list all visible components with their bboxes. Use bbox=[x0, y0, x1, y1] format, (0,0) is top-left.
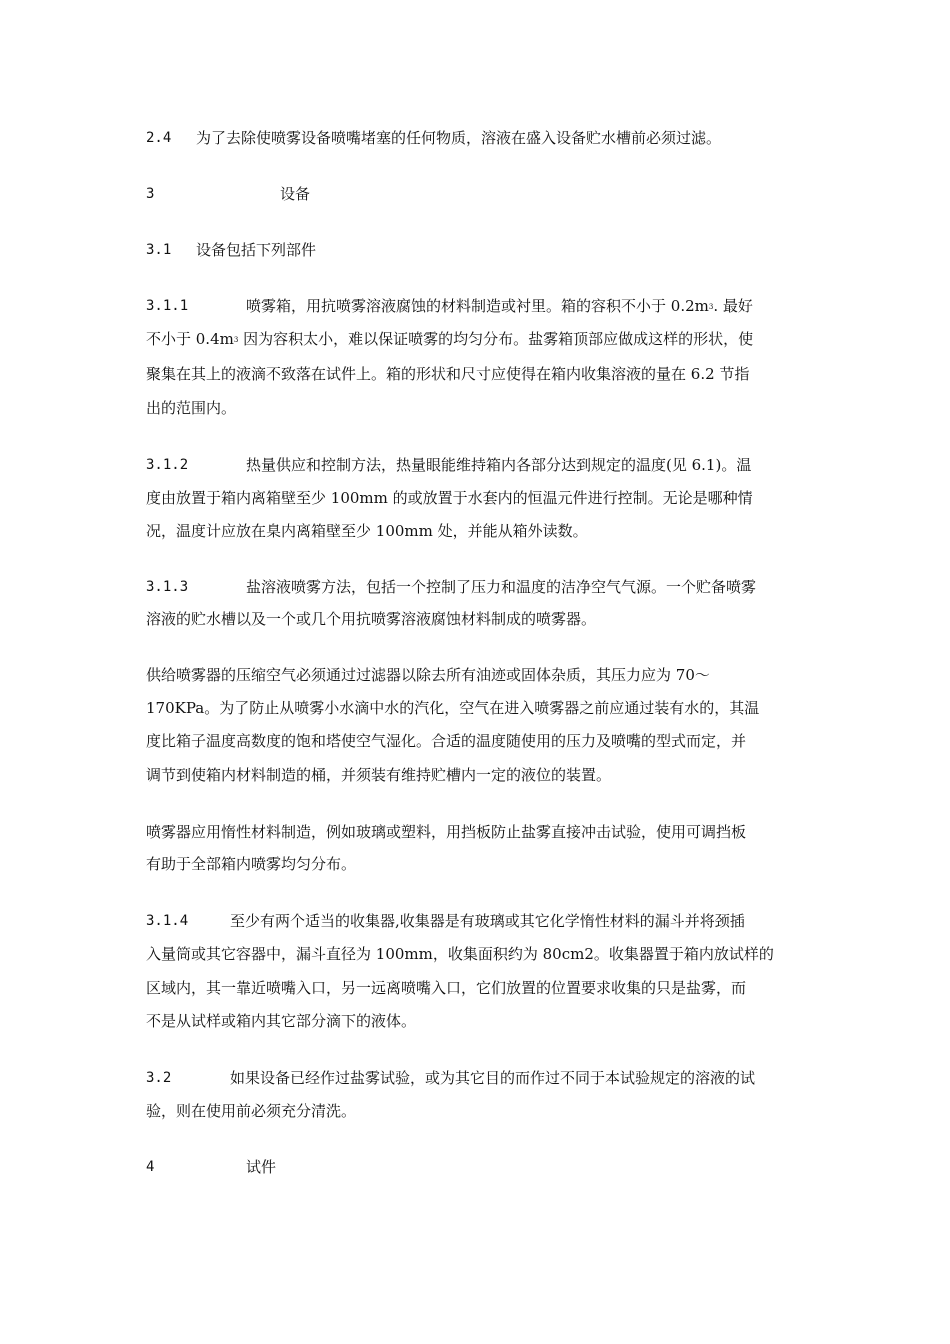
paragraph-line: 入量筒或其它容器中，漏斗直径为 100mm，收集面积约为 80cm2。收集器置于箱内放试样的 bbox=[146, 945, 774, 963]
paragraph-line: 不是从试样或箱内其它部分滴下的液体。 bbox=[146, 1012, 417, 1030]
paragraph-line: 出的范围内。 bbox=[146, 399, 237, 417]
section-number: 3.2 bbox=[146, 1070, 172, 1086]
paragraph-line: 度由放置于箱内离箱壁至少 100mm 的或放置于水套内的恒温元件进行控制。无论是哪种情 bbox=[146, 489, 753, 507]
paragraph-line: 区域内，其一靠近喷嘴入口，另一远离喷嘴入口，它们放置的位置要求收集的只是盐雾，而 bbox=[146, 979, 747, 997]
paragraph-line: 喷雾器应用惰性材料制造，例如玻璃或塑料，用挡板防止盐雾直接冲击试验，使用可调挡板 bbox=[146, 823, 747, 841]
paragraph-line: 不小于 $0.4m^3$ 因为容积太小，难以保证喷雾的均匀分布。盐雾箱顶部应做成这样的形状，使 bbox=[146, 330, 754, 348]
section-title: 试件 bbox=[246, 1158, 277, 1176]
section-text: 设备包括下列部件 bbox=[196, 241, 317, 259]
section-number: 3.1.1 bbox=[146, 298, 189, 314]
section-number: 2.4 bbox=[146, 130, 172, 146]
paragraph-line: 有助于全部箱内喷雾均匀分布。 bbox=[146, 855, 357, 873]
section-number: 4 bbox=[146, 1159, 155, 1175]
section-title: 设备 bbox=[280, 185, 311, 203]
paragraph-line: 至少有两个适当的收集器,收集器是有玻璃或其它化学惰性材料的漏斗并将颈插 bbox=[230, 912, 745, 930]
section-number: 3.1.2 bbox=[146, 457, 189, 473]
section-number: 3.1.3 bbox=[146, 579, 189, 595]
paragraph-line: 喷雾箱，用抗喷雾溶液腐蚀的材料制造或衬里。箱的容积不小于 $0.2m^3$. 最好 bbox=[246, 297, 753, 315]
paragraph-line: 热量供应和控制方法，热量眼能维持箱内各部分达到规定的温度(见 6.1)。温 bbox=[246, 456, 752, 474]
section-number: 3 bbox=[146, 186, 155, 202]
paragraph-line: 盐溶液喷雾方法，包括一个控制了压力和温度的洁净空气气源。一个贮备喷雾 bbox=[246, 578, 757, 596]
paragraph-line: 况，温度计应放在臬内离箱壁至少 100mm 处，并能从箱外读数。 bbox=[146, 522, 588, 540]
section-number: 3.1 bbox=[146, 242, 172, 258]
paragraph-line: 聚集在其上的液滴不致落在试件上。箱的形状和尺寸应使得在箱内收集溶液的量在 6.2 节指 bbox=[146, 365, 750, 383]
paragraph-line: 如果设备已经作过盐雾试验，或为其它目的而作过不同于本试验规定的溶液的试 bbox=[230, 1069, 756, 1087]
paragraph-line: 验，则在使用前必须充分清洗。 bbox=[146, 1102, 357, 1120]
paragraph-line: 调节到使箱内材料制造的桶，并须装有维持贮槽内一定的液位的装置。 bbox=[146, 766, 612, 784]
paragraph-line: 度比箱子温度高数度的饱和塔使空气湿化。合适的温度随使用的压力及喷嘴的型式而定，并 bbox=[146, 732, 747, 750]
section-number: 3.1.4 bbox=[146, 913, 189, 929]
section-text: 为了去除使喷雾设备喷嘴堵塞的任何物质，溶液在盛入设备贮水槽前必须过滤。 bbox=[196, 129, 722, 147]
paragraph-line: 溶液的贮水槽以及一个或几个用抗喷雾溶液腐蚀材料制成的喷雾器。 bbox=[146, 610, 597, 628]
paragraph-line: 供给喷雾器的压缩空气必须通过过滤器以除去所有油迹或固体杂质，其压力应为 70～ bbox=[146, 666, 710, 684]
paragraph-line: 170KPa。为了防止从喷雾小水滴中水的汽化，空气在进入喷雾器之前应通过装有水的，其温 bbox=[146, 699, 760, 717]
